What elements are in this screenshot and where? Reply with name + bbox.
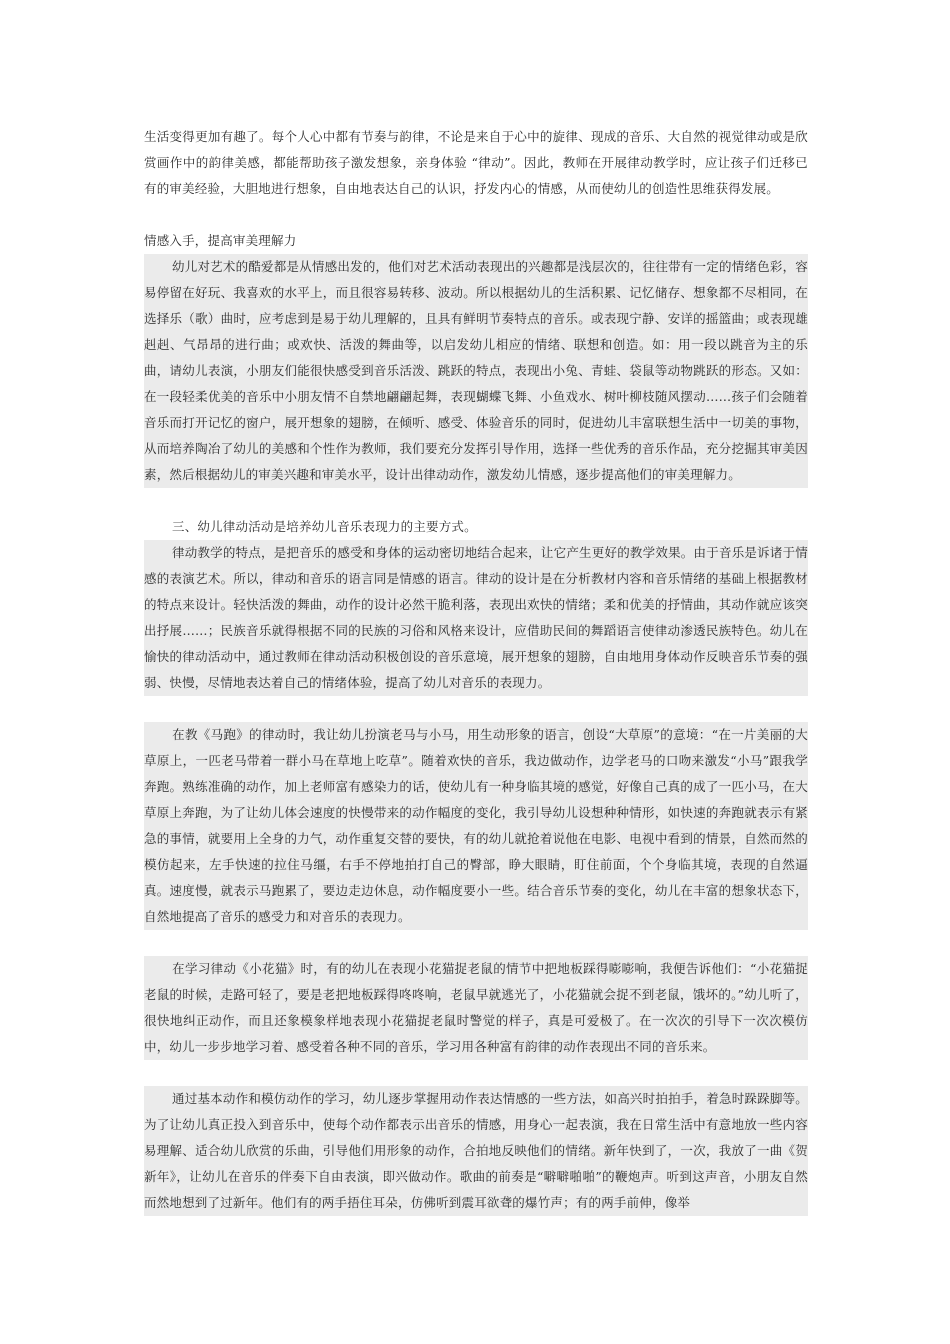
section-heading-2: 三、幼儿律动活动是培养幼儿音乐表现力的主要方式。 [172,519,477,534]
paragraph-gap [144,488,808,514]
paragraph-1: 生活变得更加有趣了。每个人心中都有节奏与韵律，不论是来自于心中的旋律、现成的音乐、大自然的视觉律动或是欣赏画作中的韵律美感，都能帮助孩子激发想象，亲身体验 “律动”。因此，教师在开展律动教学时，应让孩子们迁移已有的审美经验，大胆地进行想象，自由地表达自己的认识，抒发内心的情感，从而使幼儿的创造性思维获得发展。 [144,129,808,196]
paragraph-6: 通过基本动作和模仿动作的学习，幼儿逐步掌握用动作表达情感的一些方法，如高兴时拍拍手，着急时跺跺脚等。为了让幼儿真正投入到音乐中，使每个动作都表示出音乐的情感，用身心一起表演，我在日常生活中有意地放一些内容易理解、适合幼儿欣赏的乐曲，引导他们用形象的动作，合拍地反映他们的情绪。新年快到了，一次，我放了一曲《贺新年》，让幼儿在音乐的伴奏下自由表演，即兴做动作。歌曲的前奏是“噼噼啪啪”的鞭炮声。听到这声音，小朋友自然而然地想到了过新年。他们有的两手捂住耳朵，仿佛听到震耳欲聋的爆竹声；有的两手前伸，像举 [144,1086,808,1216]
paragraph-gap [144,930,808,956]
paragraph-5: 在学习律动《小花猫》时，有的幼儿在表现小花猫捉老鼠的情节中把地板踩得嘭嘭响，我便告诉他们：“小花猫捉老鼠的时候，走路可轻了，要是老把地板踩得咚咚响，老鼠早就逃光了，小花猫就会捉不到老鼠，饿坏的。”幼儿听了，很快地纠正动作，而且还象模象样地表现小花猫捉老鼠时警觉的样子，真是可爱极了。在一次次的引导下一次次模仿中，幼儿一步步地学习着、感受着各种不同的音乐，学习用各种富有韵律的动作表现出不同的音乐来。 [144,956,808,1060]
paragraph-gap [144,1060,808,1086]
section-heading-1: 情感入手，提高审美理解力 [144,233,297,248]
paragraph-gap [144,202,808,228]
paragraph-3: 律动教学的特点，是把音乐的感受和身体的运动密切地结合起来，让它产生更好的教学效果。由于音乐是诉诸于情感的表演艺术。所以，律动和音乐的语言同是情感的语言。律动的设计是在分析教材内容和音乐情绪的基础上根据教材的特点来设计。轻快活泼的舞曲，动作的设计必然干脆利落，表现出欢快的情绪；柔和优美的抒情曲，其动作就应该突出抒展……；民族音乐就得根据不同的民族的习俗和风格来设计，应借助民间的舞蹈语言使律动渗透民族特色。幼儿在愉快的律动活动中，通过教师在律动活动积极创设的音乐意境，展开想象的翅膀，自由地用身体动作反映音乐节奏的强弱、快慢，尽情地表达着自己的情绪体验，提高了幼儿对音乐的表现力。 [144,540,808,696]
paragraph-gap [144,696,808,722]
paragraph-2: 幼儿对艺术的酷爱都是从情感出发的，他们对艺术活动表现出的兴趣都是浅层次的，往往带有一定的情绪色彩，容易停留在好玩、我喜欢的水平上，而且很容易转移、波动。所以根据幼儿的生活积累、记忆储存、想象都不尽相同，在选择乐（歌）曲时，应考虑到是易于幼儿理解的，且具有鲜明节奏特点的音乐。或表现宁静、安详的摇篮曲；或表现雄赳赳、气昂昂的进行曲；或欢快、活泼的舞曲等，以启发幼儿相应的情绪、联想和创造。如：用一段以跳音为主的乐曲，请幼儿表演，小朋友们能很快感受到音乐活泼、跳跃的特点，表现出小兔、青蛙、袋鼠等动物跳跃的形态。又如：在一段轻柔优美的音乐中小朋友情不自禁地翩翩起舞，表现蝴蝶飞舞、小鱼戏水、树叶柳枝随风摆动……孩子们会随着音乐而打开记忆的窗户，展开想象的翅膀，在倾听、感受、体验音乐的同时，促进幼儿丰富联想生活中一切美的事物，从而培养陶冶了幼儿的美感和个性作为教师，我们要充分发挥引导作用，选择一些优秀的音乐作品，充分挖掘其审美因素，然后根据幼儿的审美兴趣和审美水平，设计出律动动作，激发幼儿情感，逐步提高他们的审美理解力。 [144,254,808,488]
paragraph-4: 在教《马跑》的律动时，我让幼儿扮演老马与小马，用生动形象的语言，创设“大草原”的意境：“在一片美丽的大草原上，一匹老马带着一群小马在草地上吃草”。随着欢快的音乐，我边做动作，边学老马的口吻来激发“小马”跟我学奔跑。熟练准确的动作，加上老师富有感染力的话，使幼儿有一种身临其境的感觉，好像自己真的成了一匹小马，在大草原上奔跑，为了让幼儿体会速度的快慢带来的动作幅度的变化，我引导幼儿设想种种情形，如快速的奔跑就表示有紧急的事情，就要用上全身的力气，动作重复交替的要快，有的幼儿就抢着说他在电影、电视中看到的情景，自然而然的模仿起来，左手快速的拉住马缰，右手不停地拍打自己的臀部，睁大眼睛，盯住前面，个个身临其境，表现的自然逼真。速度慢，就表示马跑累了，要边走边休息，动作幅度要小一些。结合音乐节奏的变化，幼儿在丰富的想象状态下，自然地提高了音乐的感受力和对音乐的表现力。 [144,722,808,930]
document-body [144,124,808,1216]
